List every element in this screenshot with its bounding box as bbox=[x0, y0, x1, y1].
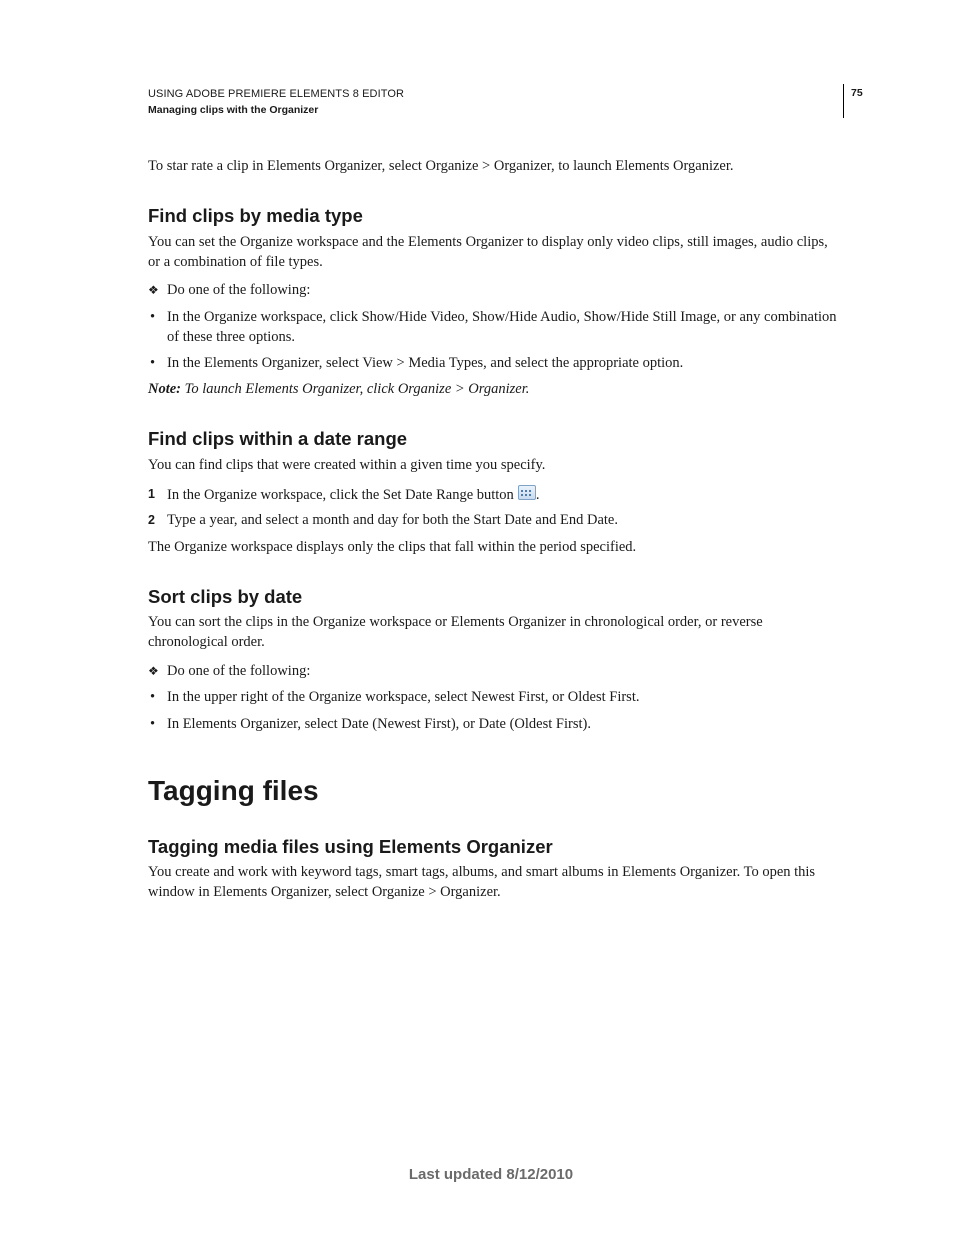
running-header-section: Managing clips with the Organizer bbox=[148, 104, 319, 116]
media-type-step bbox=[148, 281, 840, 301]
step-number: 1 bbox=[148, 487, 155, 501]
page-number: 75 bbox=[851, 87, 863, 99]
list-item bbox=[148, 688, 840, 708]
step-number: 2 bbox=[148, 513, 155, 527]
heading-find-by-date-range: Find clips within a date range bbox=[148, 428, 408, 449]
footer-last-updated: Last updated 8/12/2010 bbox=[408, 1166, 574, 1183]
numbered-step bbox=[148, 511, 840, 531]
list-item bbox=[148, 715, 840, 735]
date-range-body: You can find clips that were created within a given time you specify. bbox=[148, 457, 546, 473]
step-diamond-icon: ❖ bbox=[148, 664, 159, 678]
bullet-marker: • bbox=[150, 716, 156, 732]
chapter-title: Tagging files bbox=[148, 775, 319, 806]
heading-sort-by-date: Sort clips by date bbox=[148, 586, 303, 607]
note-label: Note: bbox=[148, 381, 182, 397]
list-item bbox=[148, 308, 840, 347]
sort-step-text: Do one of the following: bbox=[167, 663, 311, 679]
heading-tagging-media-files: Tagging media files using Elements Organizer bbox=[148, 836, 553, 857]
step-text: Type a year, and select a month and day for both the Start Date and End Date. bbox=[167, 512, 618, 528]
intro-paragraph: To star rate a clip in Elements Organizer, select Organize > Organizer, to launch Elements Organizer. bbox=[148, 158, 734, 174]
bullet-marker: • bbox=[150, 355, 156, 371]
step-text: In the Organize workspace, click the Set Date Range button . bbox=[167, 487, 540, 503]
date-range-result: The Organize workspace displays only the clips that fall within the period specified. bbox=[148, 539, 637, 555]
tagging-body: You create and work with keyword tags, smart tags, albums, and smart albums in Elements Organizer. To open this window in Elements Organizer, select Organize > Organizer. bbox=[148, 864, 816, 900]
list-item-text: In the Organize workspace, click Show/Hide Video, Show/Hide Audio, Show/Hide Still Image, or any combination of these three options. bbox=[167, 309, 837, 345]
sort-body: You can sort the clips in the Organize workspace or Elements Organizer in chronological order, or reverse chronological order. bbox=[148, 614, 763, 650]
bullet-marker: • bbox=[150, 309, 156, 325]
bullet-marker: • bbox=[150, 689, 156, 705]
list-item-text: In the Elements Organizer, select View > Media Types, and select the appropriate option. bbox=[167, 355, 684, 371]
step-diamond-icon: ❖ bbox=[148, 283, 159, 297]
list-item-text: In the upper right of the Organize workspace, select Newest First, or Oldest First. bbox=[167, 689, 640, 705]
header-divider bbox=[843, 84, 844, 118]
heading-find-by-media-type: Find clips by media type bbox=[148, 205, 363, 226]
numbered-step bbox=[148, 485, 840, 506]
calendar-icon bbox=[518, 485, 536, 500]
note bbox=[148, 380, 840, 400]
sort-step bbox=[148, 662, 840, 682]
media-type-body: You can set the Organize workspace and the Elements Organizer to display only video clips, still images, audio clips, or a combination of file types. bbox=[148, 234, 828, 270]
running-header-title: USING ADOBE PREMIERE ELEMENTS 8 EDITOR bbox=[148, 88, 405, 100]
list-item-text: In Elements Organizer, select Date (Newest First), or Date (Oldest First). bbox=[167, 716, 591, 732]
list-item bbox=[148, 354, 840, 374]
media-type-step-text: Do one of the following: bbox=[167, 282, 311, 298]
note-text: To launch Elements Organizer, click Organize > Organizer. bbox=[181, 381, 530, 397]
